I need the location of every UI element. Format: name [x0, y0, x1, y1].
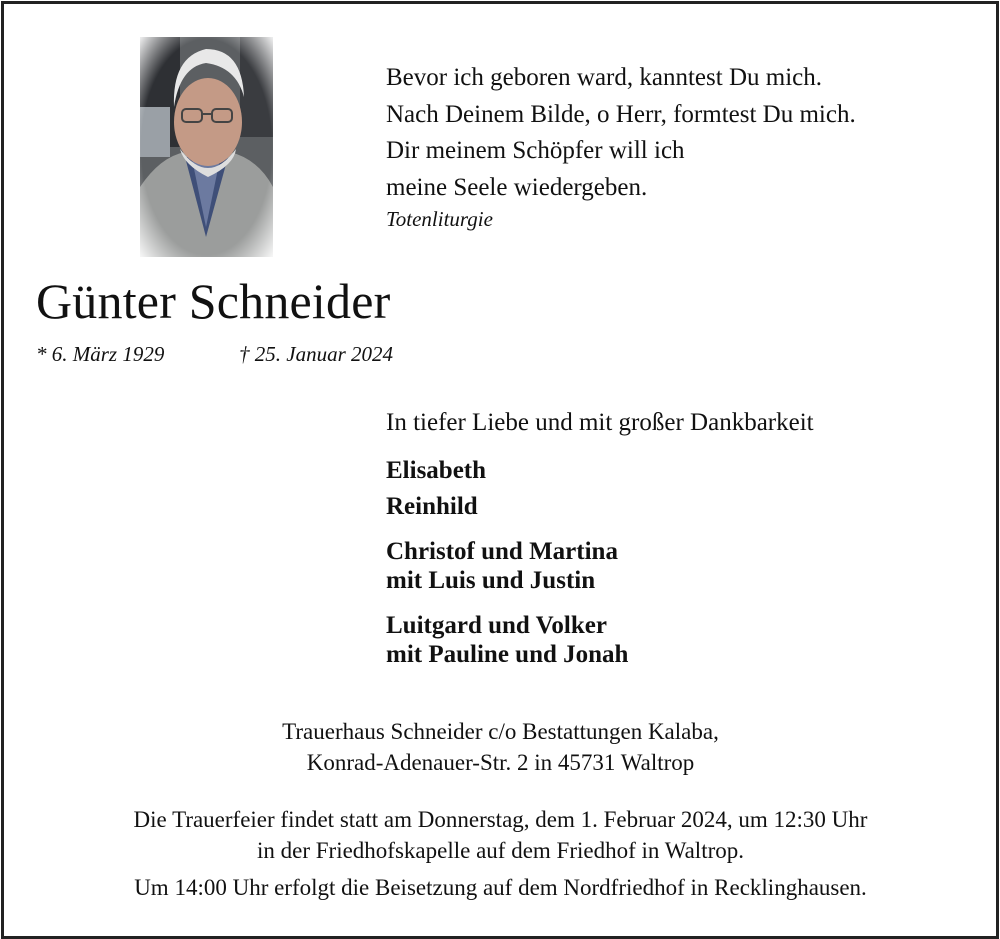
mourner-name: Reinhild: [386, 493, 478, 520]
mourner-name: Elisabeth: [386, 457, 487, 484]
deceased-name: Günter Schneider: [36, 273, 391, 329]
funeral-service-info: [4, 804, 997, 866]
mourners-list: [386, 456, 628, 669]
mourner-name: Luitgard und Volker: [386, 612, 607, 639]
service-line: in der Friedhofskapelle auf dem Friedhof in Waltrop.: [257, 838, 744, 863]
verse-block: [386, 60, 856, 206]
address-line: Konrad-Adenauer-Str. 2 in 45731 Waltrop: [306, 750, 695, 775]
mourning-house-address: [4, 716, 997, 778]
mourner-name: Christof und Martina: [386, 538, 618, 565]
portrait-image: [140, 37, 273, 257]
service-line: Die Trauerfeier findet statt am Donnerstag, dem 1. Februar 2024, um 12:30 Uhr: [133, 807, 868, 832]
portrait-photo: [140, 37, 273, 257]
mourning-intro: In tiefer Liebe und mit großer Dankbarkeit: [386, 409, 814, 436]
death-date: † 25. Januar 2024: [239, 342, 393, 366]
mourner-name: mit Pauline und Jonah: [386, 641, 629, 668]
verse-line: Bevor ich geboren ward, kanntest Du mich.: [386, 64, 822, 91]
verse-line: Dir meinem Schöpfer will ich: [386, 137, 685, 164]
mourner-name: mit Luis und Justin: [386, 567, 596, 594]
burial-info: Um 14:00 Uhr erfolgt die Beisetzung auf dem Nordfriedhof in Recklinghausen.: [134, 875, 867, 900]
birth-date: * 6. März 1929: [36, 342, 165, 366]
obituary-frame: [1, 1, 999, 939]
verse-source: Totenliturgie: [386, 207, 493, 231]
address-line: Trauerhaus Schneider c/o Bestattungen Kalaba,: [282, 719, 719, 744]
verse-line: meine Seele wiedergeben.: [386, 173, 648, 201]
verse-line: Nach Deinem Bilde, o Herr, formtest Du mich.: [386, 100, 856, 128]
